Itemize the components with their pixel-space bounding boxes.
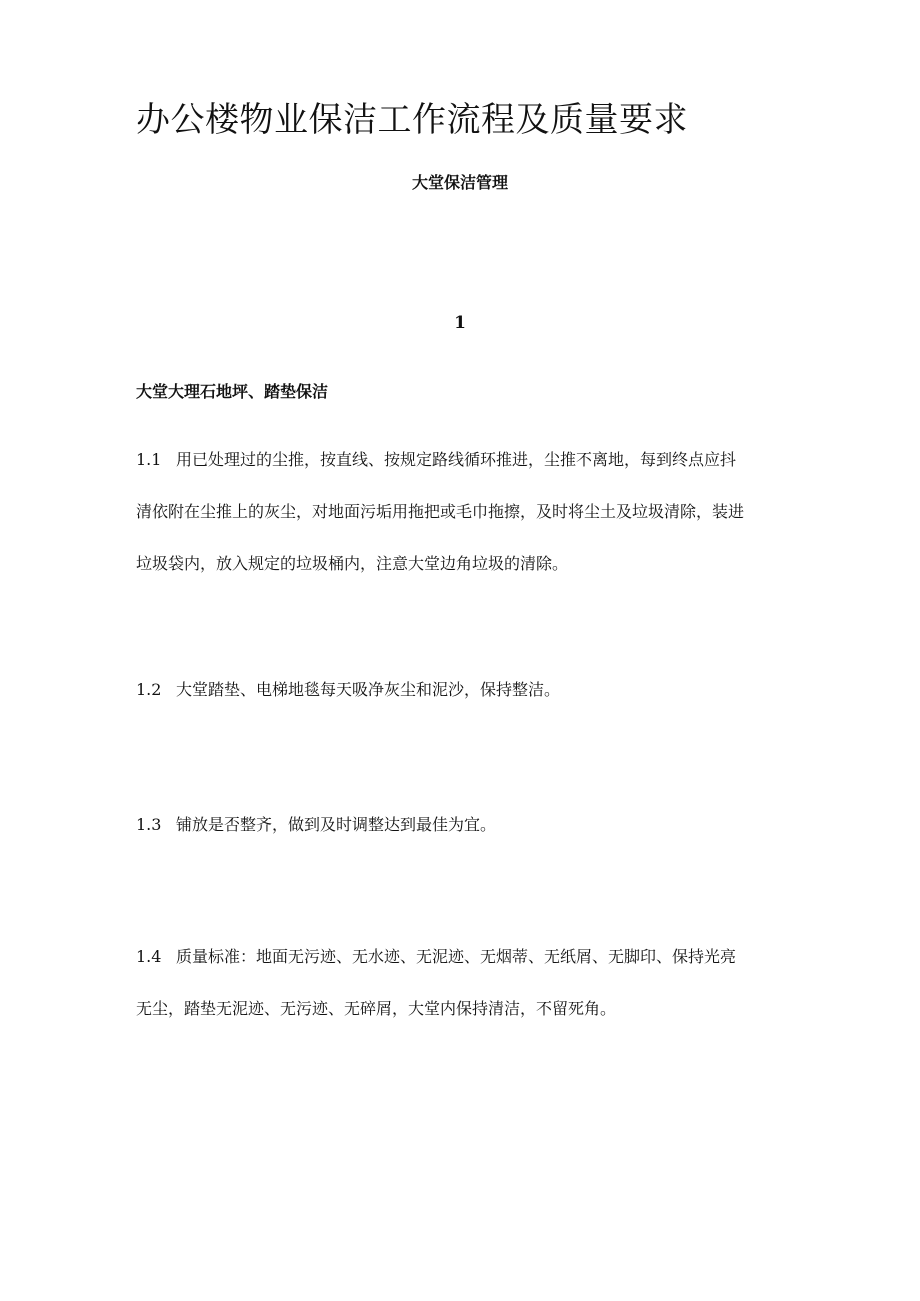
- item-line: [136, 501, 784, 553]
- list-item-1-1: [136, 449, 784, 605]
- item-text: 质量标准：地面无污迹、无水迹、无泥迹、无烟蒂、无纸屑、无脚印、保持光亮: [176, 947, 737, 966]
- item-number: 1.4: [136, 947, 162, 966]
- item-text: 铺放是否整齐，做到及时调整达到最佳为宜。: [176, 815, 497, 834]
- section-number: 1: [454, 313, 466, 333]
- list-item-1-4: [136, 946, 784, 1050]
- item-number: 1.1: [136, 450, 162, 469]
- list-item-1-2: [136, 679, 784, 731]
- item-text: 用已处理过的尘推，按直线、按规定路线循环推进，尘推不离地，每到终点应抖: [176, 450, 737, 469]
- item-line: [136, 553, 784, 605]
- item-number: 1.2: [136, 680, 162, 699]
- item-text: 无尘，踏垫无泥迹、无污迹、无碎屑，大堂内保持清洁，不留死角。: [136, 999, 617, 1018]
- item-text: 清依附在尘推上的灰尘，对地面污垢用拖把或毛巾拖擦，及时将尘土及垃圾清除，装进: [136, 502, 745, 521]
- item-line: [136, 946, 784, 998]
- item-text: 垃圾袋内，放入规定的垃圾桶内，注意大堂边角垃圾的清除。: [136, 554, 569, 573]
- list-item-1-3: [136, 814, 784, 866]
- item-line: [136, 679, 784, 731]
- document-title: 办公楼物业保洁工作流程及质量要求: [136, 100, 688, 140]
- item-line: [136, 998, 784, 1050]
- sub-heading: 大堂大理石地坪、踏垫保洁: [136, 382, 329, 401]
- item-text: 大堂踏垫、电梯地毯每天吸净灰尘和泥沙，保持整洁。: [176, 680, 561, 699]
- section-title: 大堂保洁管理: [411, 173, 508, 192]
- item-line: [136, 449, 784, 501]
- item-number: 1.3: [136, 815, 162, 834]
- item-line: [136, 814, 784, 866]
